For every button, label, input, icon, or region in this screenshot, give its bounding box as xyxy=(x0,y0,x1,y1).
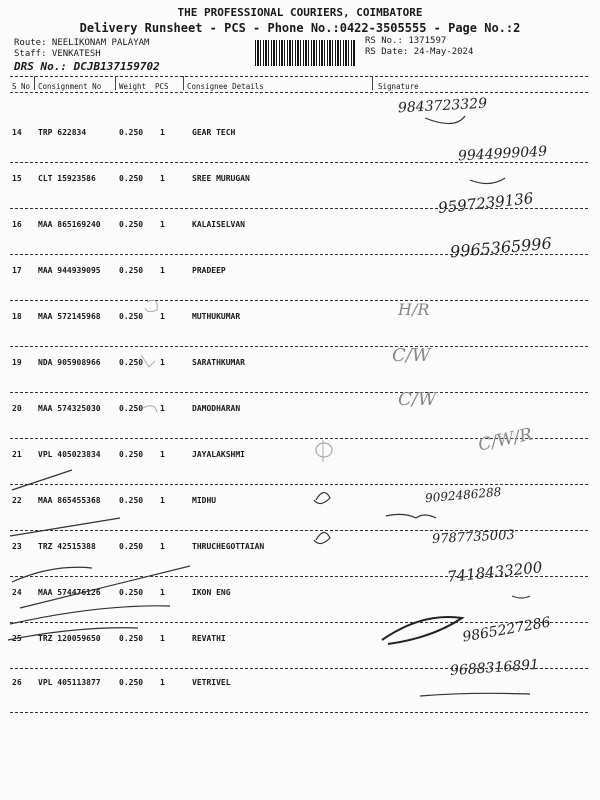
cell-pcs: 1 xyxy=(160,542,165,551)
company-title: THE PROFESSIONAL COURIERS, COIMBATORE xyxy=(177,6,423,19)
cell-consignee: IKON ENG xyxy=(192,588,231,597)
cell-weight: 0.250 xyxy=(119,496,144,505)
cell-pcs: 1 xyxy=(160,358,165,367)
cell-consignment: VPL 405113877 xyxy=(38,678,101,687)
signature-handwriting: 7418433200 xyxy=(446,558,544,586)
cell-weight: 0.250 xyxy=(119,266,144,275)
cell-pcs: 1 xyxy=(160,266,165,275)
signature-handwriting: 9965365996 xyxy=(449,233,553,262)
cell-consignee: MIDHU xyxy=(192,496,217,505)
cell-sno: 22 xyxy=(12,496,22,505)
cell-sno: 24 xyxy=(12,588,22,597)
col-header-pcs: PCS xyxy=(155,82,169,91)
cell-consignment: MAA 574476126 xyxy=(38,588,101,597)
cell-sno: 14 xyxy=(12,128,22,137)
cell-weight: 0.250 xyxy=(119,450,144,459)
cell-consignment: MAA 944939095 xyxy=(38,266,101,275)
signature-handwriting: 9843723329 xyxy=(397,95,488,117)
drs-number: DRS No.: DCJB137159702 xyxy=(14,60,160,73)
cell-consignment: MAA 572145968 xyxy=(38,312,101,321)
cell-weight: 0.250 xyxy=(119,542,144,551)
signature-handwriting: C/W/R xyxy=(476,424,535,456)
runsheet-subtitle: Delivery Runsheet - PCS - Phone No.:0422-3505555 - Page No.:2 xyxy=(79,21,521,35)
cell-sno: 21 xyxy=(12,450,22,459)
staff-label: Staff: VENKATESH xyxy=(14,49,101,59)
cell-consignee: MUTHUKUMAR xyxy=(192,312,241,321)
cell-consignee: DAMODHARAN xyxy=(192,404,241,413)
signature-handwriting: C/W xyxy=(392,345,431,366)
cell-pcs: 1 xyxy=(160,588,165,597)
signature-handwriting: 9688316891 xyxy=(449,656,540,680)
cell-consignee: REVATHI xyxy=(192,634,226,643)
cell-consignment: MAA 865169240 xyxy=(38,220,101,229)
cell-sno: 19 xyxy=(12,358,22,367)
cell-consignment: TRZ 120059650 xyxy=(38,634,101,643)
col-header-consignee: Consignee Details xyxy=(187,82,264,91)
rs-number: RS No.: 1371597 xyxy=(365,36,447,46)
cell-weight: 0.250 xyxy=(119,128,144,137)
cell-consignee: THRUCHEGOTTAIAN xyxy=(192,542,265,551)
signature-handwriting: C/W xyxy=(398,389,437,410)
cell-consignment: MAA 865455368 xyxy=(38,496,101,505)
cell-weight: 0.250 xyxy=(119,634,144,643)
cell-sno: 26 xyxy=(12,678,22,687)
cell-sno: 20 xyxy=(12,404,22,413)
cell-consignee: PRADEEP xyxy=(192,266,226,275)
cell-weight: 0.250 xyxy=(119,404,144,413)
cell-sno: 25 xyxy=(12,634,22,643)
signature-handwriting: 9597239136 xyxy=(437,189,535,217)
rs-date: RS Date: 24-May-2024 xyxy=(365,47,474,57)
signature-handwriting: 9092486288 xyxy=(424,484,502,506)
cell-consignment: NDA 905908966 xyxy=(38,358,101,367)
route-label: Route: NEELIKONAM PALAYAM xyxy=(14,38,150,48)
cell-consignee: VETRIVEL xyxy=(192,678,231,687)
cell-sno: 17 xyxy=(12,266,22,275)
signature-handwriting: 9787735003 xyxy=(431,527,516,548)
cell-weight: 0.250 xyxy=(119,220,144,229)
cell-pcs: 1 xyxy=(160,404,165,413)
cell-sno: 15 xyxy=(12,174,22,183)
cell-consignment: MAA 574325030 xyxy=(38,404,101,413)
cell-consignment: VPL 405023834 xyxy=(38,450,101,459)
cell-consignee: JAYALAKSHMI xyxy=(192,450,245,459)
col-header-sno: S No xyxy=(12,82,31,91)
cell-pcs: 1 xyxy=(160,174,165,183)
cell-consignee: SREE MURUGAN xyxy=(192,174,250,183)
cell-consignee: KALAISELVAN xyxy=(192,220,245,229)
cell-pcs: 1 xyxy=(160,678,165,687)
cell-pcs: 1 xyxy=(160,128,165,137)
col-header-consignment: Consignment No xyxy=(38,82,102,91)
signature-handwriting: H/R xyxy=(398,300,430,319)
col-header-signature: Signature xyxy=(378,82,419,91)
cell-sno: 16 xyxy=(12,220,22,229)
cell-weight: 0.250 xyxy=(119,312,144,321)
signature-handwriting: 9865227286 xyxy=(461,614,552,646)
cell-consignee: GEAR TECH xyxy=(192,128,236,137)
cell-consignment: CLT 15923586 xyxy=(38,174,96,183)
cell-pcs: 1 xyxy=(160,220,165,229)
signature-handwriting: 9944999049 xyxy=(457,143,548,165)
cell-pcs: 1 xyxy=(160,450,165,459)
cell-pcs: 1 xyxy=(160,496,165,505)
cell-sno: 23 xyxy=(12,542,22,551)
col-header-weight: Weight xyxy=(119,82,147,91)
cell-consignment: TRP 622834 xyxy=(38,128,87,137)
cell-sno: 18 xyxy=(12,312,22,321)
cell-weight: 0.250 xyxy=(119,358,144,367)
cell-pcs: 1 xyxy=(160,634,165,643)
cell-weight: 0.250 xyxy=(119,678,144,687)
cell-consignment: TRZ 42515388 xyxy=(38,542,96,551)
cell-consignee: SARATHKUMAR xyxy=(192,358,245,367)
cell-pcs: 1 xyxy=(160,312,165,321)
cell-weight: 0.250 xyxy=(119,588,144,597)
cell-weight: 0.250 xyxy=(119,174,144,183)
